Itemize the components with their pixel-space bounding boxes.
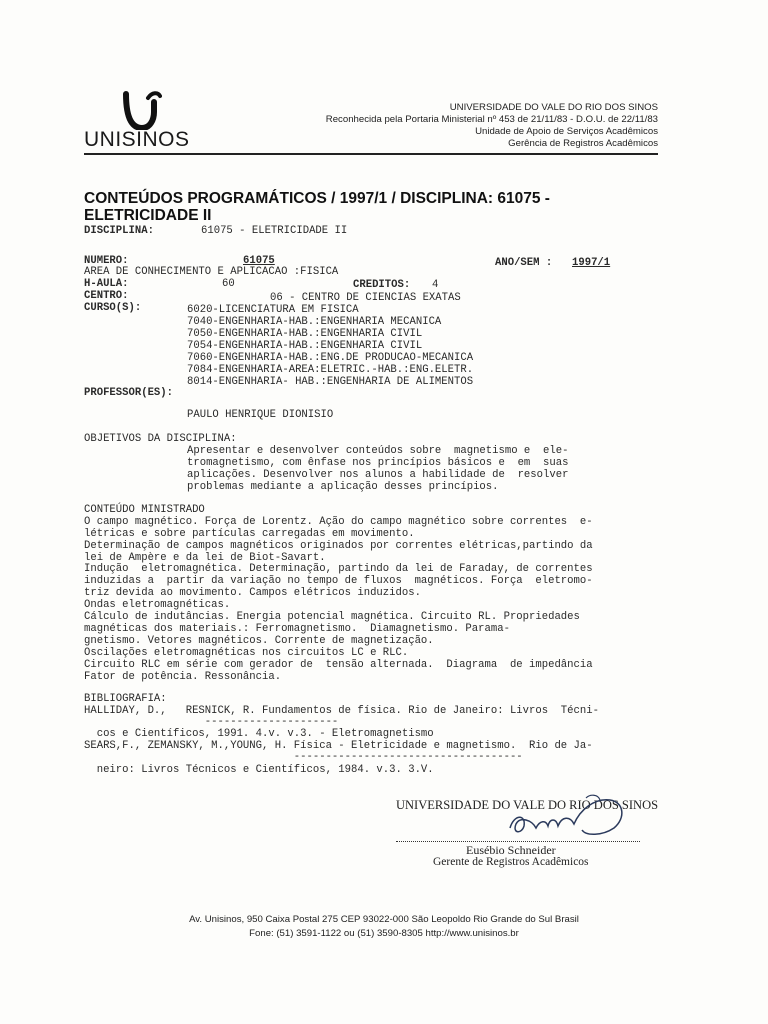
conteudo-line: létricas e sobre partículas carregadas em movimento. — [84, 528, 415, 540]
page-title-line2: ELETRICIDADE II — [84, 207, 212, 224]
stamp-university: UNIVERSIDADE DO VALE DO RIO DOS SINOS — [396, 798, 659, 812]
conteudo-line: O campo magnético. Força de Lorentz. Ação do campo magnético sobre correntes e- — [84, 516, 593, 528]
conteudo-line: Determinação de campos magnéticos originados por correntes elétricas,partindo da — [84, 540, 593, 552]
conteudo-line: Fator de potência. Ressonância. — [84, 671, 282, 683]
page-title-line1: CONTEÚDOS PROGRAMÁTICOS / 1997/1 / DISCIPLINA: 61075 - — [84, 190, 550, 207]
area-conhecimento: AREA DE CONHECIMENTO E APLICACAO :FISICA — [84, 266, 339, 278]
curso-item: 7040-ENGENHARIA-HAB.:ENGENHARIA MECANICA — [187, 316, 442, 328]
cursos-label: CURSO(S): — [84, 302, 142, 314]
conteudo-line: Indução eletromagnética. Determinação, partindo da lei de Faraday, de correntes — [84, 563, 593, 575]
signature-line — [396, 841, 640, 842]
curso-item: 8014-ENGENHARIA- HAB.:ENGENHARIA DE ALIMENTOS — [187, 376, 474, 388]
centro-value: 06 - CENTRO DE CIENCIAS EXATAS — [270, 292, 461, 304]
conteudo-label: CONTEÚDO MINISTRADO — [84, 504, 205, 516]
footer-address: Av. Unisinos, 950 Caixa Postal 275 CEP 93022-000 São Leopoldo Rio Grande do Sul Brasil — [189, 914, 579, 925]
bibliografia-underline: --------------------- — [84, 716, 339, 728]
bibliografia-label: BIBLIOGRAFIA: — [84, 693, 167, 705]
conteudo-line: lei de Ampère e da lei de Biot-Savart. — [84, 552, 326, 564]
conteudo-line: triz devida ao movimento. Campos elétricos induzidos. — [84, 587, 421, 599]
conteudo-line: Circuito RLC em série com gerador de tensão alternada. Diagrama de impedância — [84, 659, 593, 671]
curso-item: 7050-ENGENHARIA-HAB.:ENGENHARIA CIVIL — [187, 328, 423, 340]
conteudo-line: Oscilações eletromagnéticas nos circuitos LC e RLC. — [84, 647, 409, 659]
curso-item: 7054-ENGENHARIA-HAB.:ENGENHARIA CIVIL — [187, 340, 423, 352]
conteudo-line: Ondas eletromagnéticas. — [84, 599, 231, 611]
footer-contact: Fone: (51) 3591-1122 ou (51) 3590-8305 http://www.unisinos.br — [249, 928, 519, 939]
conteudo-line: magnéticas dos materiais.: Ferromagnetismo. Diamagnetismo. Parama- — [84, 623, 510, 635]
centro-label: CENTRO: — [84, 290, 129, 302]
header-recognition: Reconhecida pela Portaria Ministerial nº 453 de 21/11/83 - D.O.U. de 22/11/83 — [325, 114, 658, 125]
objetivos-line: Apresentar e desenvolver conteúdos sobre magnetismo e ele- — [187, 445, 569, 457]
header-university: UNIVERSIDADE DO VALE DO RIO DOS SINOS — [449, 102, 658, 113]
creditos-label: CREDITOS: — [353, 279, 411, 291]
numero-value: 61075 — [243, 255, 275, 267]
haula-label: H-AULA: — [84, 278, 129, 290]
bibliografia-line: HALLIDAY, D., RESNICK, R. Fundamentos de física. Rio de Janeiro: Livros Técni- — [84, 705, 599, 717]
objetivos-line: problemas mediante a aplicação desses princípios. — [187, 481, 499, 493]
professor-label: PROFESSOR(ES): — [84, 387, 174, 399]
logo-text: UNISINOS — [84, 128, 190, 151]
objetivos-line: aplicações. Desenvolver nos alunos a habilidade de resolver — [187, 469, 569, 481]
conteudo-line: induzidas a partir da variação no tempo de fluxos magnéticos. Força eletromo- — [84, 575, 593, 587]
conteudo-line: gnetismo. Vetores magnéticos. Corrente de magnetização. — [84, 635, 434, 647]
header-unit: Unidade de Apoio de Serviços Acadêmicos — [475, 126, 658, 137]
professor-value: PAULO HENRIQUE DIONISIO — [187, 409, 334, 421]
signer-role: Gerente de Registros Acadêmicos — [433, 856, 589, 868]
bibliografia-line: cos e Científicos, 1991. 4.v. v.3. - Eletromagnetismo — [84, 728, 434, 740]
disciplina-value: 61075 - ELETRICIDADE II — [201, 225, 348, 237]
creditos-value: 4 — [432, 279, 439, 291]
haula-value: 60 — [222, 278, 235, 290]
disciplina-label: DISCIPLINA: — [84, 225, 154, 237]
header-office: Gerência de Registros Acadêmicos — [508, 138, 658, 149]
curso-item: 7060-ENGENHARIA-HAB.:ENG.DE PRODUCAO-MECANICA — [187, 352, 474, 364]
objetivos-line: tromagnetismo, com ênfase nos princípios básicos e em suas — [187, 457, 569, 469]
conteudo-line: Cálculo de indutâncias. Energia potencial magnética. Circuito RL. Propriedades — [84, 611, 580, 623]
anosem-value: 1997/1 — [572, 257, 611, 269]
signer-name: Eusébio Schneider — [466, 843, 556, 857]
bibliografia-line: SEARS,F., ZEMANSKY, M.,YOUNG, H. Física - Eletricidade e magnetismo. Rio de Ja- — [84, 740, 593, 752]
curso-item: 6020-LICENCIATURA EM FISICA — [187, 304, 359, 316]
bibliografia-underline: ------------------------------------ — [84, 751, 523, 763]
bibliografia-line: neiro: Livros Técnicos e Científicos, 1984. v.3. 3.V. — [84, 764, 434, 776]
anosem-label: ANO/SEM : — [495, 257, 553, 269]
numero-label: NUMERO: — [84, 255, 129, 267]
unisinos-logo-icon — [118, 88, 162, 130]
objetivos-label: OBJETIVOS DA DISCIPLINA: — [84, 433, 237, 445]
header-divider — [84, 153, 658, 155]
curso-item: 7084-ENGENHARIA-AREA:ELETRIC.-HAB.:ENG.ELETR. — [187, 364, 474, 376]
